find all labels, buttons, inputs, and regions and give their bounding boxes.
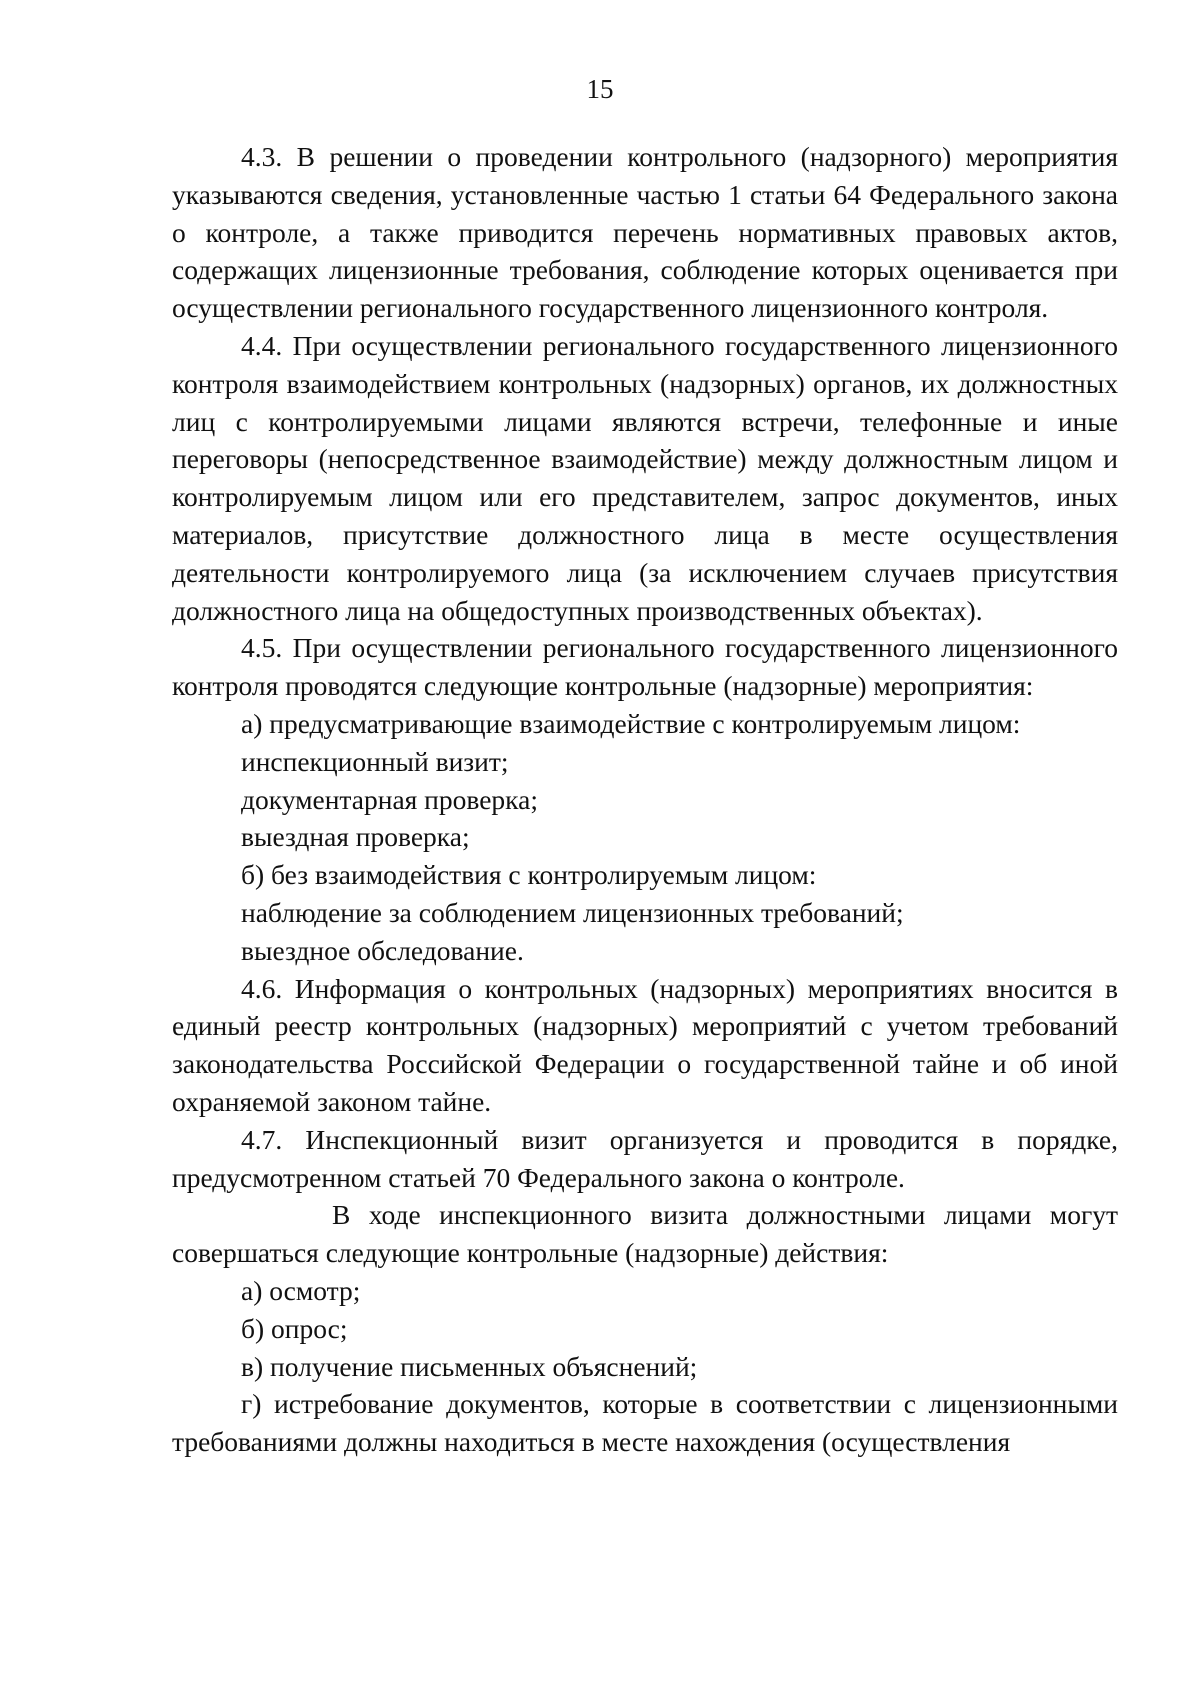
list-item: б) без взаимодействия с контролируемым лицом: — [241, 859, 817, 891]
document-body — [172, 138, 1118, 1461]
list-item: инспекционный визит; — [241, 745, 509, 777]
paragraph-4-7: 4.7. Инспекционный визит организуется и проводится в порядке, предусмотренном статьей 70 Федерального закона о контроле. — [172, 1123, 1118, 1193]
list-item: наблюдение за соблюдением лицензионных требований; — [241, 896, 904, 928]
list-item: документарная проверка; — [241, 783, 538, 815]
paragraph-4-7-continuation: В ходе инспекционного визита должностными лицами могут совершаться следующие контрольные (надзорные) действия: — [172, 1199, 1118, 1269]
list-item: выездное обследование. — [241, 934, 524, 966]
list-item: в) получение письменных объяснений; — [241, 1350, 698, 1382]
paragraph-4-4: 4.4. При осуществлении регионального государственного лицензионного контроля взаимодействием контрольных (надзорных) органов, их должностных лиц с контролируемыми лицами являются встречи, телефонные и иные переговоры (непосредственное взаимодействие) между должностным лицом и контролируемым лицом или его представителем, запрос документов, иных материалов, присутствие должностного лица в месте осуществления деятельности контролируемого лица (за исключением случаев присутствия должностного лица на общедоступных производственных объектах). — [172, 329, 1118, 626]
paragraph-g: г) истребование документов, которые в соответствии с лицензионными требованиями должны находиться в месте нахождения (осуществления — [172, 1388, 1118, 1458]
list-item: а) осмотр; — [241, 1274, 361, 1306]
page-number: 15 — [586, 74, 614, 104]
paragraph-4-5: 4.5. При осуществлении регионального государственного лицензионного контроля проводятся следующие контрольные (надзорные) мероприятия: — [172, 632, 1118, 702]
list-item: б) опрос; — [241, 1312, 348, 1344]
list-item: выездная проверка; — [241, 821, 470, 853]
list-item: а) предусматривающие взаимодействие с контролируемым лицом: — [241, 707, 1021, 739]
paragraph-4-6: 4.6. Информация о контрольных (надзорных) мероприятиях вносится в единый реестр контрольных (надзорных) мероприятий с учетом требований законодательства Российской Федерации о государственной тайне и об иной охраняемой законом тайне. — [172, 972, 1118, 1117]
paragraph-4-3: 4.3. В решении о проведении контрольного (надзорного) мероприятия указываются сведения, установленные частью 1 статьи 64 Федерального закона о контроле, а также приводится перечень нормативных правовых актов, содержащих лицензионные требования, соблюдение которых оценивается при осуществлении регионального государственного лицензионного контроля. — [172, 141, 1118, 324]
